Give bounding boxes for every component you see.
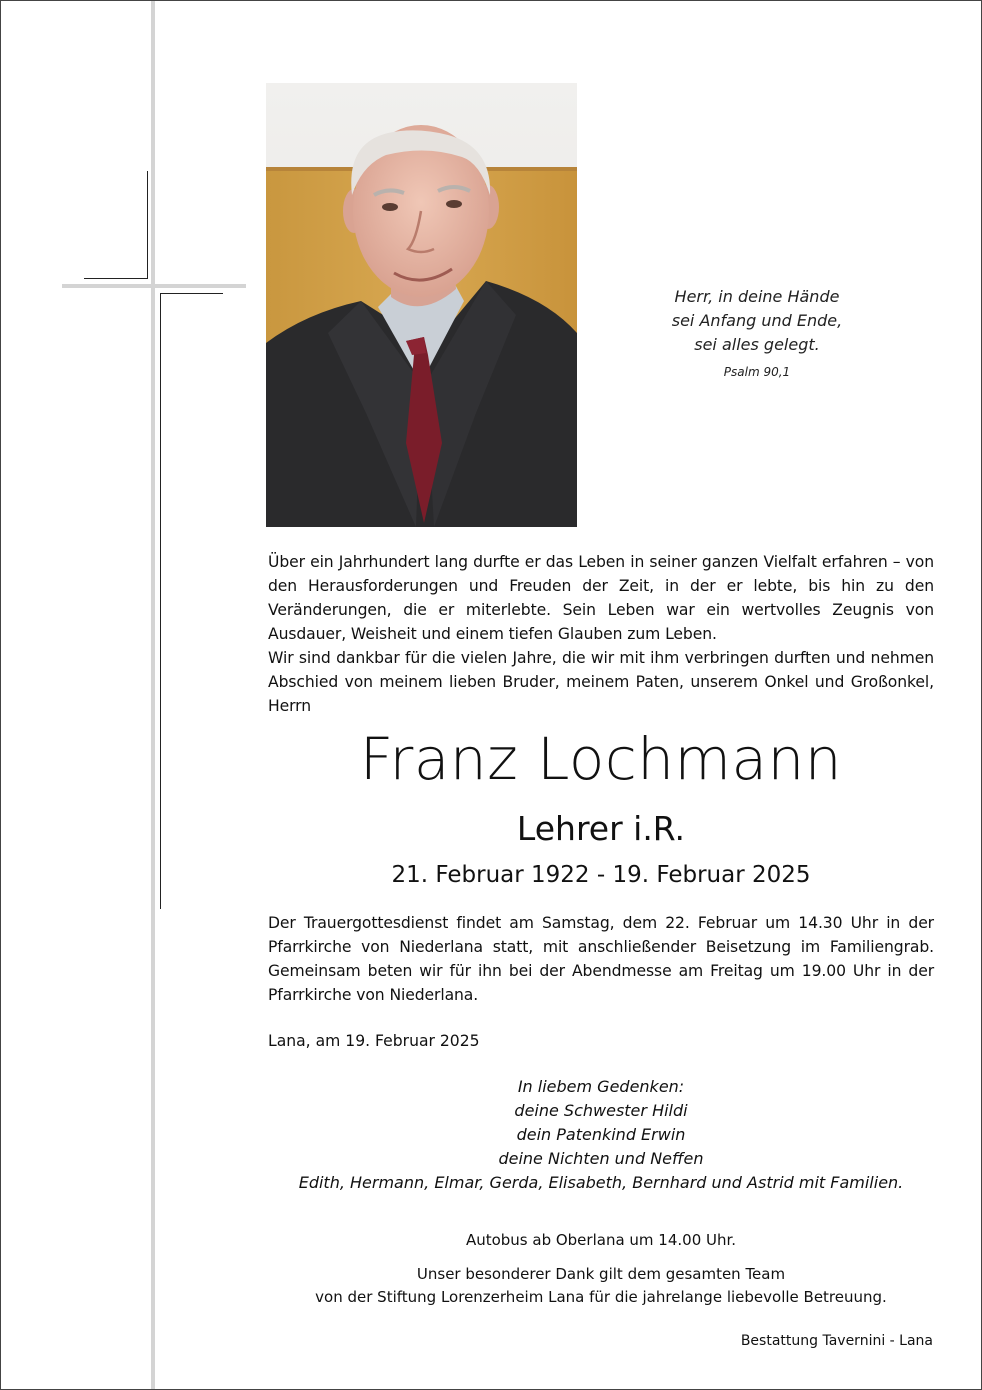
portrait-photo: [266, 83, 577, 527]
service-paragraph: Der Trauergottesdienst findet am Samstag, dem 22. Februar um 14.30 Uhr in der Pfarrkirche von Niederlana statt, mit anschließender Beisetzung im Familiengrab. Gemeinsam beten wir für ihn bei der Abendmesse am Freitag um 19.00 Uhr in der Pfarrkirche von Niederlana.: [268, 914, 934, 1004]
psalm-source: Psalm 90,1: [723, 365, 791, 379]
psalm-quote-line: sei Anfang und Ende,: [671, 311, 843, 330]
funeral-home: Bestattung Tavernini - Lana: [740, 1333, 933, 1349]
deceased-title: Lehrer i.R.: [516, 809, 686, 848]
deceased-name: Franz Lochmann: [359, 725, 843, 793]
mourners-line: deine Nichten und Neffen: [498, 1149, 704, 1168]
mourners-line: In liebem Gedenken:: [517, 1077, 685, 1096]
thanks-line: von der Stiftung Lorenzerheim Lana für die jahrelange liebevolle Betreuung.: [315, 1288, 887, 1306]
intro-paragraph: Wir sind dankbar für die vielen Jahre, die wir mit ihm verbringen durften und nehmen Abschied von meinem lieben Bruder, meinem Paten, unserem Onkel und Großonkel, Herrn: [268, 649, 934, 715]
life-dates: 21. Februar 1922 - 19. Februar 2025: [391, 862, 811, 888]
mourners-line: Edith, Hermann, Elmar, Gerda, Elisabeth, Bernhard und Astrid mit Familien.: [298, 1173, 904, 1192]
intro-text: [268, 550, 934, 718]
psalm-quote-line: Herr, in deine Hände: [674, 287, 840, 306]
service-info: [268, 911, 934, 1007]
bus-notice: Autobus ab Oberlana um 14.00 Uhr.: [465, 1231, 737, 1249]
mourners-line: deine Schwester Hildi: [514, 1101, 688, 1120]
intro-paragraph: Über ein Jahrhundert lang durfte er das Leben in seiner ganzen Vielfalt erfahren – von den Herausforderungen und Freuden der Zeit, in der er lebte, bis hin zu den Veränderungen, die er miterlebte. Sein Leben war ein wertvolles Zeugnis von Ausdauer, Weisheit und einem tiefen Glauben zum Leben.: [268, 553, 934, 643]
thanks-line: Unser besonderer Dank gilt dem gesamten Team: [416, 1265, 786, 1283]
psalm-quote-line: sei alles gelegt.: [694, 335, 820, 354]
mourners-line: dein Patenkind Erwin: [516, 1125, 686, 1144]
place-date: Lana, am 19. Februar 2025: [268, 1032, 480, 1050]
